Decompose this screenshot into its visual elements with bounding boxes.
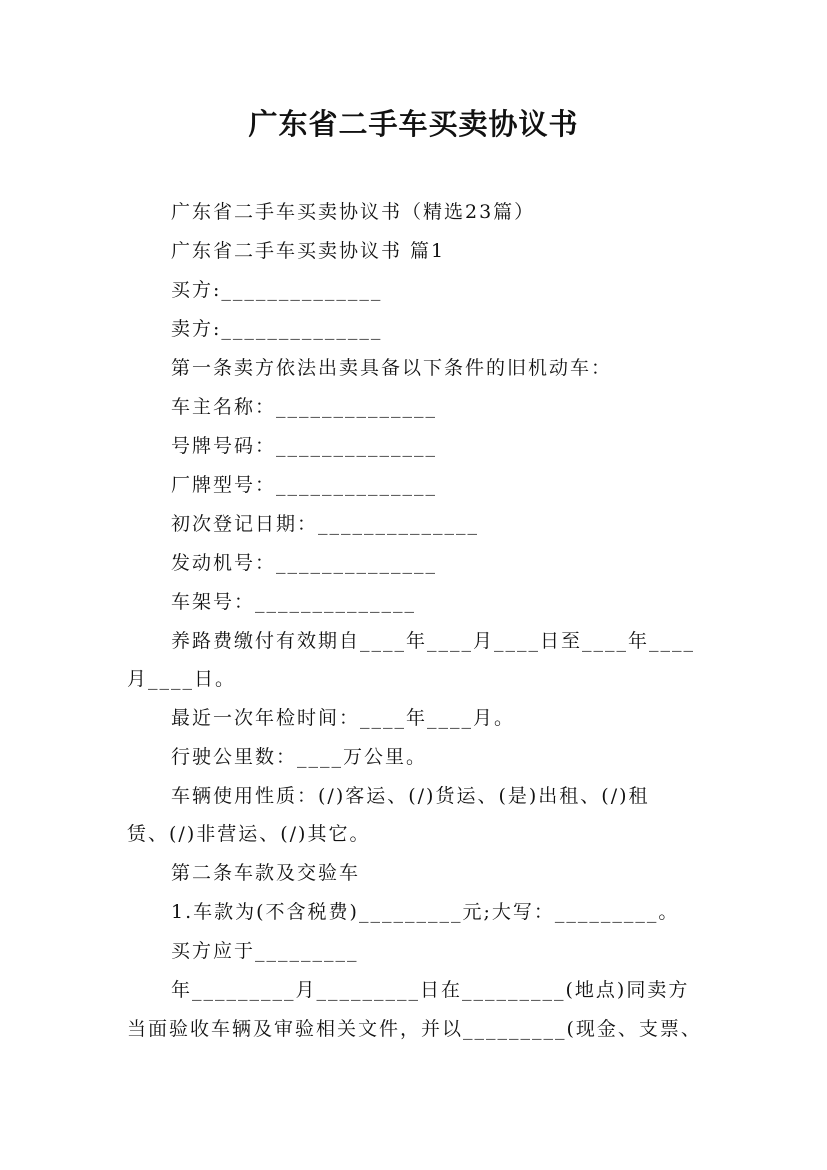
seller-line: 卖方:______________ bbox=[171, 318, 383, 340]
brand-model-line: 厂牌型号：______________ bbox=[171, 474, 438, 496]
subtitle-line: 广东省二手车买卖协议书（精选23篇） bbox=[171, 201, 536, 223]
inspection-time-line: 最近一次年检时间：____年____月。 bbox=[171, 707, 516, 729]
engine-number-line: 发动机号：______________ bbox=[171, 552, 438, 574]
article-two-line: 第二条车款及交验车 bbox=[171, 862, 361, 884]
usage-nature-line: 车辆使用性质：(/)客运、(/)货运、(是)出租、(/)租 bbox=[171, 785, 650, 807]
plate-number-line: 号牌号码：______________ bbox=[171, 435, 438, 457]
first-registration-line: 初次登记日期：______________ bbox=[171, 513, 480, 535]
mileage-line: 行驶公里数：____万公里。 bbox=[171, 746, 428, 768]
article-one-line: 第一条卖方依法出卖具备以下条件的旧机动车： bbox=[171, 357, 613, 379]
frame-number-line: 车架号：______________ bbox=[171, 591, 417, 613]
buyer-line: 买方:______________ bbox=[171, 279, 383, 301]
price-line: 1.车款为(不含税费)_________元;大写：_________。 bbox=[171, 901, 680, 923]
date-place-line: 年_________月_________日在_________(地点)同卖方 bbox=[171, 979, 690, 1001]
usage-nature-line-cont: 赁、(/)非营运、(/)其它。 bbox=[127, 823, 371, 845]
owner-name-line: 车主名称：______________ bbox=[171, 396, 438, 418]
road-fee-line-cont: 月____日。 bbox=[127, 668, 237, 690]
inspection-payment-line: 当面验收车辆及审验相关文件，并以_________(现金、支票、 bbox=[127, 1018, 702, 1040]
section-heading: 广东省二手车买卖协议书 篇1 bbox=[171, 240, 446, 262]
buyer-due-line: 买方应于_________ bbox=[171, 940, 359, 962]
road-fee-line: 养路费缴付有效期自____年____月____日至____年____ bbox=[171, 630, 696, 652]
document-title: 广东省二手车买卖协议书 bbox=[248, 107, 579, 141]
